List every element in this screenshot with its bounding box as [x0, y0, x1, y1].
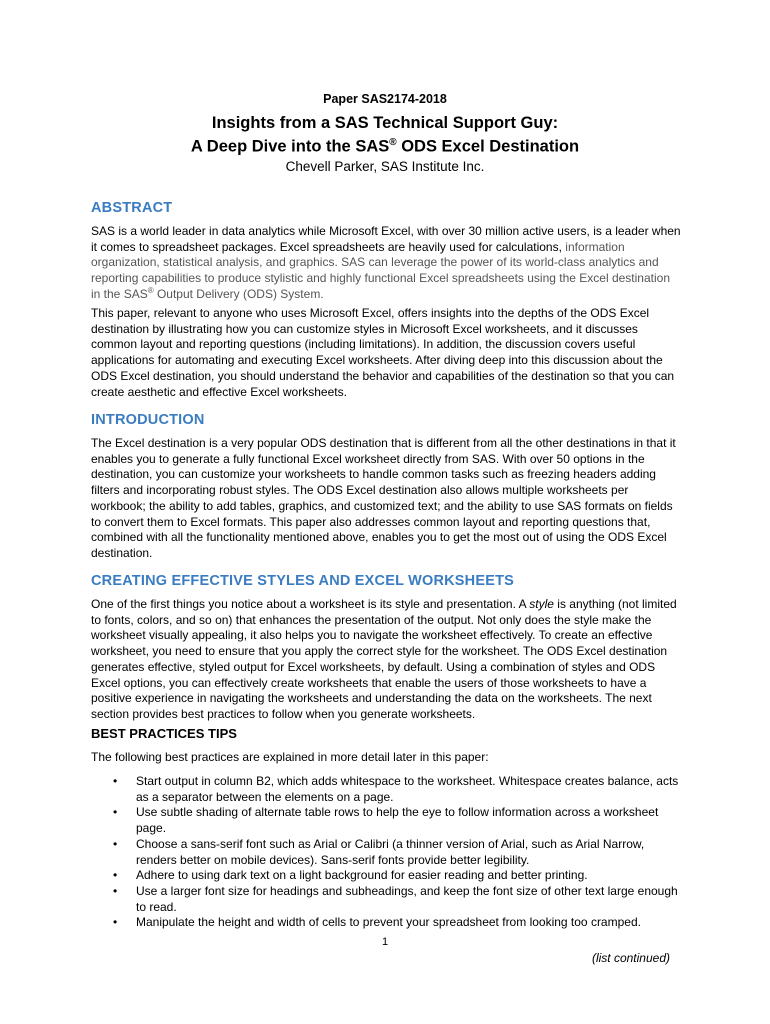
paper-number: Paper SAS2174-2018 — [323, 92, 447, 106]
list-item — [91, 915, 681, 931]
page-number: 1 — [381, 936, 389, 948]
registered-mark: ® — [389, 137, 397, 148]
introduction-heading: INTRODUCTION — [91, 412, 205, 428]
list-item-text: Use subtle shading of alternate table rows to help the eye to follow information across a worksheet page. — [136, 805, 659, 836]
bullet-icon: • — [113, 836, 118, 851]
list-item — [91, 805, 681, 836]
best-practices-list — [91, 774, 681, 931]
paper-title — [0, 113, 770, 157]
title-line-2-pre: A Deep Dive into the SAS — [190, 137, 390, 156]
abstract-p1-registered: ® — [147, 285, 154, 295]
bullet-icon: • — [113, 805, 118, 820]
list-item-text: Start output in column B2, which adds whitespace to the worksheet. Whitespace creates balance, acts as a separator between the elements on a page. — [136, 774, 679, 804]
list-item-text: Choose a sans-serif font such as Arial or Calibri (a thinner version of Arial, such as Arial Narrow, renders better on mobile devices). Sans-serif fonts provide better legibility. — [136, 836, 645, 867]
bullet-icon: • — [113, 883, 118, 898]
list-item-text: Manipulate the height and width of cells to prevent your spreadsheet from looking too cramped. — [136, 915, 641, 930]
creating-p1-style-term: style — [529, 597, 554, 611]
creating-styles-heading: CREATING EFFECTIVE STYLES AND EXCEL WORKSHEETS — [91, 573, 515, 589]
introduction-paragraph: The Excel destination is a very popular ODS destination that is different from all the other destinations in that it enables you to generate a fully functional Excel worksheet directly from SAS. With over 50 options in the destination, you can customize your worksheets to handle common tasks such as freezing headers adding filters and incorporating robust styles. The ODS Excel destination also allows multiple worksheets per workbook; the ability to add tables, graphics, and customized text; and the ability to use SAS formats on fields to convert them to Excel formats. This paper also addresses common layout and reporting questions that, combined with all the functionality mentioned above, enables you to get the most out of using the ODS Excel destination. — [91, 436, 676, 560]
list-item-text: Adhere to using dark text on a light background for easier reading and better printing. — [136, 868, 588, 883]
title-line-1: Insights from a SAS Technical Support Guy: — [211, 114, 559, 132]
title-line-2-post: ODS Excel Destination — [396, 137, 580, 156]
list-item — [91, 774, 681, 805]
creating-p1-part-b: is anything (not limited to fonts, colors, and so on) that enhances the presentation of the output. Not only does the style make the worksheet visually appealing, it also helps you to navigate the worksheet effectively. To create an effective worksheet, you need to ensure that you apply the correct style for the worksheet. The ODS Excel destination generates effective, styled output for Excel worksheets, by default. Using a combination of styles and ODS Excel options, you can effectively create worksheets that enable the users of those worksheets to have a positive experience in navigating the worksheets and understanding the data on the worksheets. The next section provides best practices to follow when you generate worksheets. — [91, 597, 677, 721]
best-practices-intro: The following best practices are explained in more detail later in this paper: — [91, 750, 489, 764]
title-line-2 — [0, 133, 770, 157]
abstract-p1-part-a: SAS is a world leader in data analytics while Microsoft Excel, with over 30 million active users, is a leader when it comes to spreadsheet packages. Excel spreadsheets are heavily used for calculations, — [91, 224, 681, 254]
list-item — [91, 868, 681, 884]
bullet-icon: • — [113, 774, 118, 788]
bullet-icon: • — [113, 915, 118, 930]
abstract-p1-part-c: Output Delivery (ODS) System. — [153, 286, 324, 301]
creating-styles-paragraph — [91, 597, 681, 723]
abstract-p1-part-b: information organization, statistical analysis, and graphics. SAS can leverage the power of its world-class analytics and reporting capabilities to produce stylistic and highly functional Excel spreadsheets using the Excel destination in the SAS — [91, 239, 670, 301]
author-line: Chevell Parker, SAS Institute Inc. — [285, 159, 485, 174]
best-practices-heading: BEST PRACTICES TIPS — [91, 726, 237, 741]
list-item — [91, 884, 681, 915]
abstract-paragraph-2: This paper, relevant to anyone who uses Microsoft Excel, offers insights into the depths of the ODS Excel destination by illustrating how you can customize styles in Microsoft Excel worksheets, and it discusses common layout and reporting questions (including limitations). In addition, the discussion covers useful applications for automating and executing Excel worksheets. After diving deep into this discussion about the ODS Excel destination, you should understand the behavior and capabilities of the destination so that you can create aesthetic and effective Excel worksheets. — [91, 306, 675, 399]
abstract-paragraph-1 — [91, 224, 681, 303]
abstract-heading: ABSTRACT — [91, 200, 173, 216]
list-item — [91, 837, 681, 868]
list-continued-note: (list continued) — [591, 951, 670, 965]
creating-p1-part-a: One of the first things you notice about a worksheet is its style and presentation. A — [91, 597, 530, 611]
list-item-text: Use a larger font size for headings and subheadings, and keep the font size of other text large enough to read. — [136, 883, 678, 914]
bullet-icon: • — [113, 868, 118, 883]
